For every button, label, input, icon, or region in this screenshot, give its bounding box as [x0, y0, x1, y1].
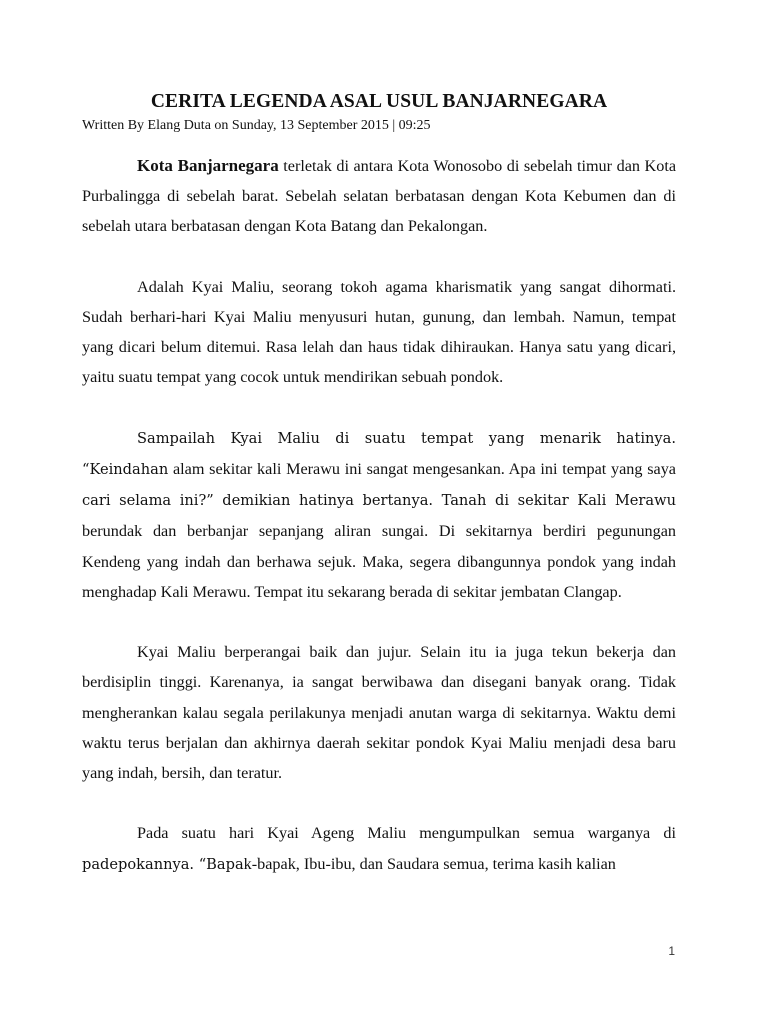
paragraph-4: Kyai Maliu berperangai baik dan jujur. Selain itu ia juga tekun bekerja dan berdisiplin tinggi. Karenanya, ia sangat berwibawa dan disegani banyak orang. Tidak mengherankan kalau segala perilakunya menjadi anutan warga di sekitarnya. Waktu demi waktu terus berjalan dan akhirnya daerah sekitar pondok Kyai Maliu menjadi desa baru yang indah, bersih, dan teratur.	[82, 643, 676, 783]
page-number: 1	[668, 944, 675, 958]
paragraph-1-lead: Kota Banjarnegara	[137, 156, 279, 175]
paragraph-5-part-3: k-bapak, Ibu-ibu, dan Saudara semua, terima kasih kalian	[243, 854, 616, 873]
document-page	[82, 90, 676, 880]
paragraph-1	[82, 151, 676, 242]
paragraph-5-part-1: Pada suatu hari Kyai Ageng Maliu mengumpulkan semua warganya di	[137, 824, 676, 843]
paragraph-5	[82, 818, 676, 879]
paragraph-3-part-3: cari selama ini?” demikian hatinya bertanya. Tanah di sekitar Kali Merawu	[82, 492, 676, 510]
paragraph-3-part-4: berundak dan berbanjar sepanjang aliran sungai. Di sekitarnya berdiri pegunungan Kendeng yang indah dan berhawa sejuk. Maka, segera dibangunnya pondok yang indah menghadap Kali Merawu. Tempat itu sekarang berada di sekitar jembatan Clangap.	[82, 522, 676, 601]
paragraph-3-part-1: Sampailah Kyai Maliu di suatu tempat yang menarik hatinya. “Keindahan	[82, 429, 676, 478]
document-title: CERITA LEGENDA ASAL USUL BANJARNEGARA	[150, 91, 608, 112]
byline: Written By Elang Duta on Sunday, 13 September 2015 | 09:25	[82, 118, 431, 133]
paragraph-3	[82, 423, 676, 607]
paragraph-2: Adalah Kyai Maliu, seorang tokoh agama kharismatik yang sangat dihormati. Sudah berhari-hari Kyai Maliu menyusuri hutan, gunung, dan lembah. Namun, tempat yang dicari belum ditemui. Rasa lelah dan haus tidak dihiraukan. Hanya satu yang dicari, yaitu suatu tempat yang cocok untuk mendirikan sebuah pondok.	[82, 277, 676, 387]
paragraph-3-part-2: alam sekitar kali Merawu ini sangat mengesankan. Apa ini tempat yang saya	[168, 460, 676, 478]
paragraph-1-text: terletak di antara Kota Wonosobo di sebelah timur dan Kota Purbalingga di sebelah barat. Sebelah selatan berbatasan dengan Kota Kebumen dan di sebelah utara berbatasan dengan Kota Batang dan Pekalongan.	[82, 157, 676, 236]
paragraph-5-part-2: padepokannya. “Bapa	[82, 855, 244, 873]
